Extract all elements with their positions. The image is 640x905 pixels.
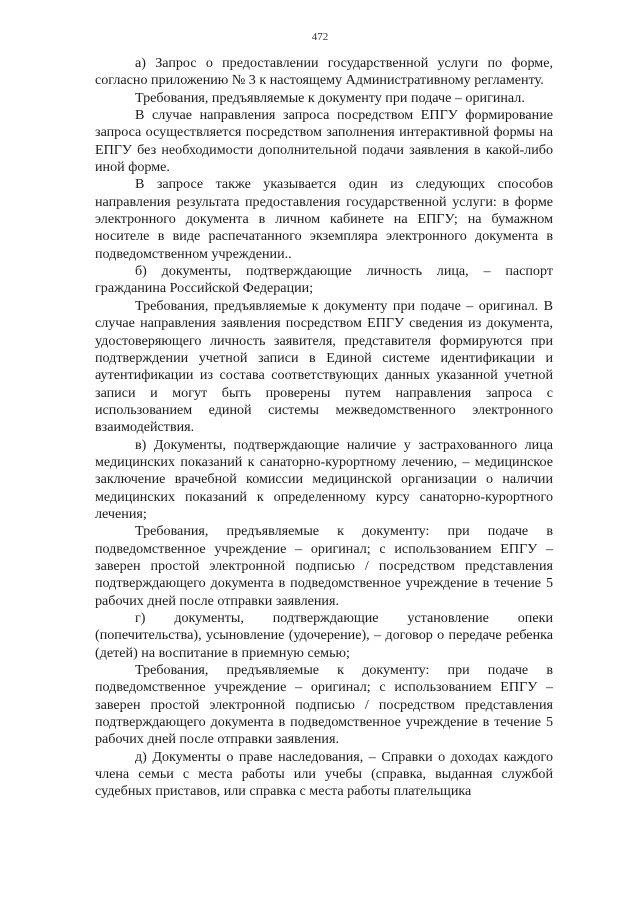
page-number: 472	[311, 31, 329, 43]
paragraph-g-guardianship: г) документы, подтверждающие установление опеки (попечительства), усыновление (удочерение), – договор о передаче ребенка (детей) на воспитание в приемную семью;	[95, 610, 553, 661]
paragraph-medical-requirements: Требования, предъявляемые к документу: при подаче в подведомственное учреждение – оригинал; с использованием ЕПГУ – заверен простой электронной подписью / посредством представления подтверждающего документа в подведомственное учреждение в течение 5 рабочих дней после отправки заявления.	[95, 523, 553, 609]
paragraph-guardianship-requirements: Требования, предъявляемые к документу: при подаче в подведомственное учреждение – оригинал; с использованием ЕПГУ – заверен простой электронной подписью / посредством представления подтверждающего документа в подведомственное учреждение в течение 5 рабочих дней после отправки заявления.	[95, 662, 553, 748]
document-body	[95, 55, 553, 801]
paragraph-epgu-request: В случае направления запроса посредством ЕПГУ формирование запроса осуществляется посредством заполнения интерактивной формы на ЕПГУ без необходимости дополнительной подачи заявления в какой-либо иной форме.	[95, 107, 553, 176]
paragraph-b-identity: б) документы, подтверждающие личность лица, – паспорт гражданина Российской Федерации;	[95, 263, 553, 297]
paragraph-a-request: а) Запрос о предоставлении государственной услуги по форме, согласно приложению № 3 к настоящему Административному регламенту.	[95, 55, 553, 89]
paragraph-v-medical: в) Документы, подтверждающие наличие у застрахованного лица медицинских показаний к санаторно-курортному лечению, – медицинское заключение врачебной комиссии медицинской организации о наличии медицинских показаний к определенному курсу санаторно-курортного лечения;	[95, 436, 553, 522]
paragraph-requirements-original: Требования, предъявляемые к документу при подаче – оригинал.	[135, 89, 525, 106]
paragraph-d-inheritance: д) Документы о праве наследования, – Справки о доходах каждого члена семьи с места работы или учебы (справка, выданная службой судебных приставов, или справка с места работы плательщика	[95, 748, 553, 800]
paragraph-result-delivery: В запросе также указывается один из следующих способов направления результата предоставления государственной услуги: в форме электронного документа в личном кабинете на ЕПГУ; на бумажном носителе в виде распечатанного экземпляра электронного документа в подведомственном учреждении..	[95, 176, 553, 262]
paragraph-identity-requirements: Требования, предъявляемые к документу при подаче – оригинал. В случае направления заявления посредством ЕПГУ сведения из документа, удостоверяющего личность заявителя, представителя формируются при подтверждении учетной записи в Единой системе идентификации и аутентификации из состава соответствующих данных указанной учетной записи и могут быть проверены путем направления запроса с использованием единой системы межведомственного электронного взаимодействия.	[95, 297, 553, 436]
